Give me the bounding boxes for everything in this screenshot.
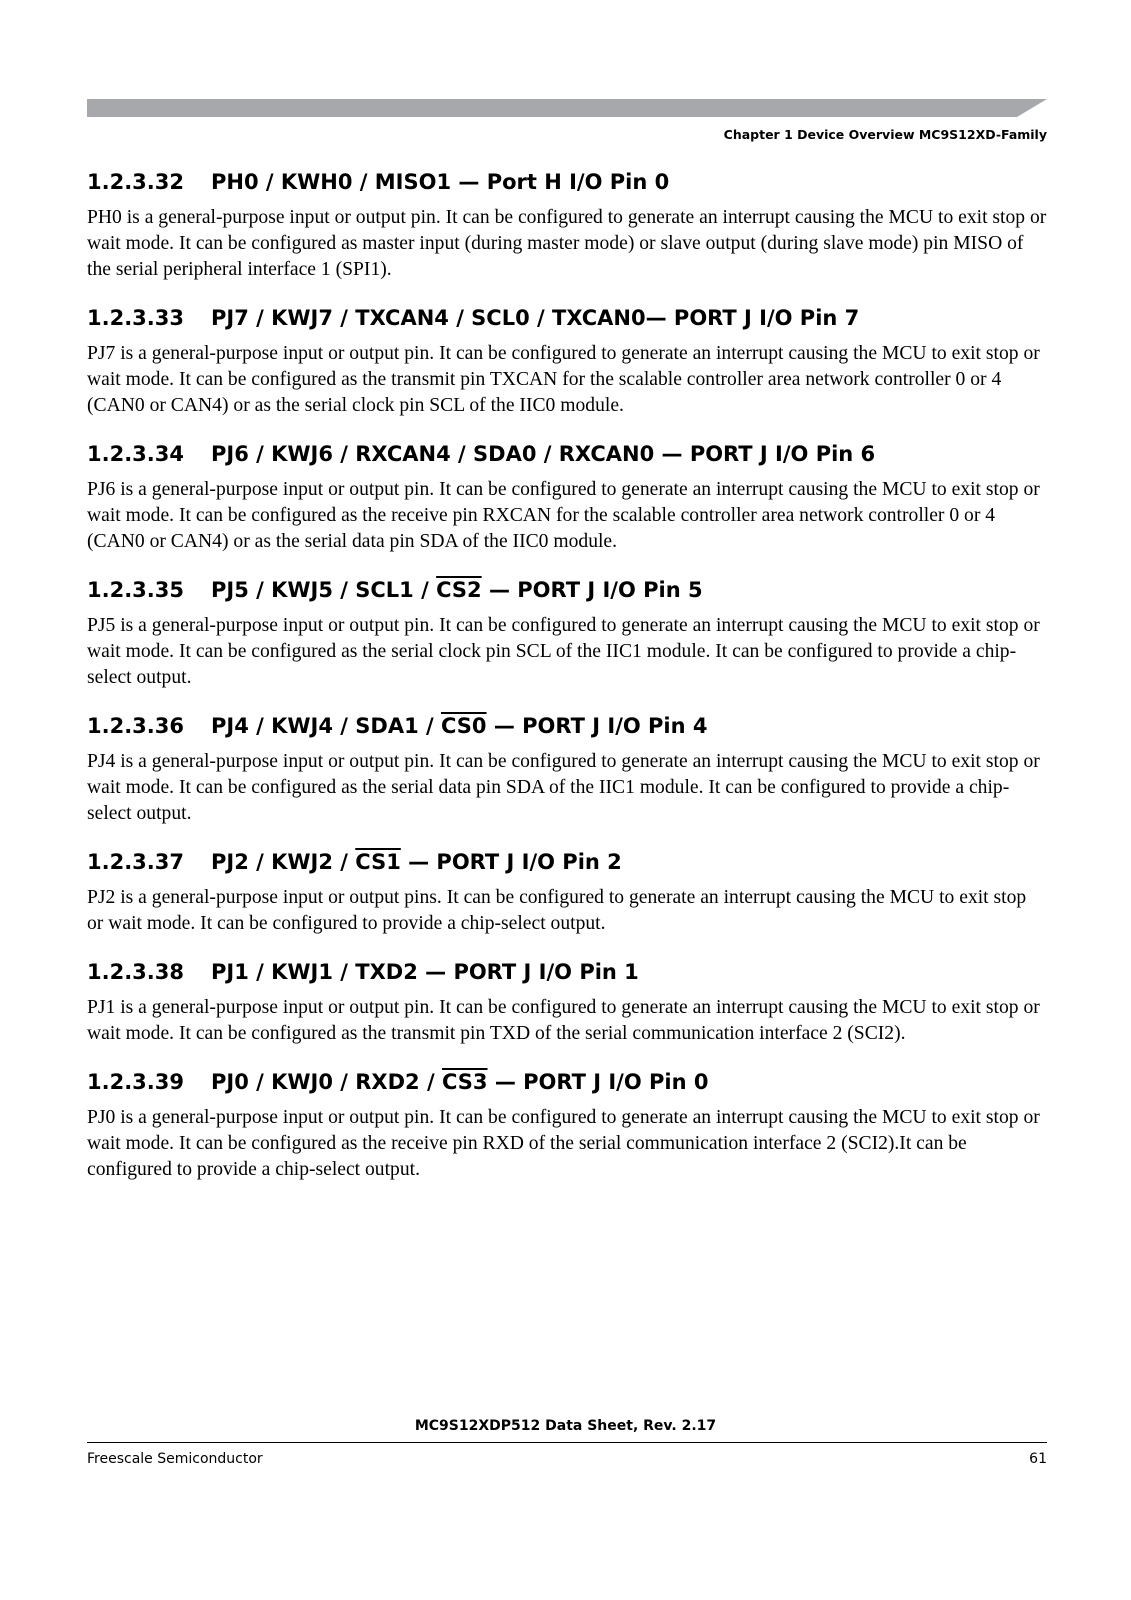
section-heading [87,575,1047,605]
section-title: PH0 / KWH0 / MISO1 — Port H I/O Pin 0 [211,170,670,194]
footer-page-number: 61 [1029,1451,1047,1467]
section-title-suffix: — PORT J I/O Pin 0 [487,1070,709,1094]
footer-divider [87,1442,1047,1443]
section-title-suffix: — PORT J I/O Pin 4 [486,714,708,738]
section [87,1067,1047,1183]
section-title: PJ2 / KWJ2 / [211,850,356,874]
section-number: 1.2.3.32 [87,170,184,194]
section-title-suffix: — PORT J I/O Pin 5 [481,578,703,602]
chapter-header: Chapter 1 Device Overview MC9S12XD-Family [723,127,1047,142]
section-heading [87,167,1047,197]
section-body: PJ5 is a general-purpose input or output pin. It can be configured to generate an interrupt causing the MCU to exit stop or wait mode. It can be configured as the serial clock pin SCL of the IIC1 module. It can be configured to provide a chip-select output. [87,615,1040,688]
section-title: PJ1 / KWJ1 / TXD2 — PORT J I/O Pin 1 [211,960,639,984]
section-body: PH0 is a general-purpose input or output pin. It can be configured to generate an interrupt causing the MCU to exit stop or wait mode. It can be configured as master input (during master mode) or slave output (during slave mode) pin MISO of the serial peripheral interface 1 (SPI1). [87,207,1047,280]
section-heading [87,847,1047,877]
chip-select-signal: CS2 [436,578,482,602]
section-number: 1.2.3.39 [87,1070,184,1094]
section-heading [87,1067,1047,1097]
chip-select-signal: CS0 [440,714,487,738]
section-body: PJ0 is a general-purpose input or output pin. It can be configured to generate an interrupt causing the MCU to exit stop or wait mode. It can be configured as the receive pin RXD of the serial communication interface 2 (SCI2).It can be configured to provide a chip-select output. [87,1107,1040,1180]
section-title: PJ4 / KWJ4 / SDA1 / [211,714,441,738]
section [87,711,1047,827]
section-title: PJ0 / KWJ0 / RXD2 / [211,1070,442,1094]
section-number: 1.2.3.38 [87,960,184,984]
footer-document-title: MC9S12XDP512 Data Sheet, Rev. 2.17 [414,1418,717,1434]
section-number: 1.2.3.37 [87,850,184,874]
section-heading [87,439,1047,469]
section-body: PJ4 is a general-purpose input or output pin. It can be configured to generate an interrupt causing the MCU to exit stop or wait mode. It can be configured as the serial data pin SDA of the IIC1 module. It can be configured to provide a chip-select output. [87,751,1040,824]
section-heading [87,957,1047,987]
section-title: PJ5 / KWJ5 / SCL1 / [211,578,437,602]
section [87,167,1047,283]
section-title: PJ6 / KWJ6 / RXCAN4 / SDA0 / RXCAN0 — PORT J I/O Pin 6 [211,442,876,466]
chip-select-signal: CS3 [441,1070,488,1094]
section-body: PJ1 is a general-purpose input or output pin. It can be configured to generate an interrupt causing the MCU to exit stop or wait mode. It can be configured as the transmit pin TXD of the serial communication interface 2 (SCI2). [87,997,1040,1044]
page-content [87,167,1047,1203]
chip-select-signal: CS1 [355,850,401,874]
footer-company: Freescale Semiconductor [87,1451,263,1467]
section [87,439,1047,555]
section-title: PJ7 / KWJ7 / TXCAN4 / SCL0 / TXCAN0— PORT J I/O Pin 7 [211,306,860,330]
section-body: PJ2 is a general-purpose input or output pins. It can be configured to generate an interrupt causing the MCU to exit stop or wait mode. It can be configured to provide a chip-select output. [87,887,1027,934]
section-number: 1.2.3.34 [87,442,184,466]
section-body: PJ6 is a general-purpose input or output pin. It can be configured to generate an interrupt causing the MCU to exit stop or wait mode. It can be configured as the receive pin RXCAN for the scalable controller area network controller 0 or 4 (CAN0 or CAN4) or as the serial data pin SDA of the IIC0 module. [87,479,1040,552]
section-body: PJ7 is a general-purpose input or output pin. It can be configured to generate an interrupt causing the MCU to exit stop or wait mode. It can be configured as the transmit pin TXCAN for the scalable controller area network controller 0 or 4 (CAN0 or CAN4) or as the serial clock pin SCL of the IIC0 module. [87,343,1040,416]
section-number: 1.2.3.33 [87,306,184,330]
section-heading [87,711,1047,741]
section [87,575,1047,691]
section-number: 1.2.3.35 [87,578,184,602]
section [87,847,1047,937]
section-heading [87,303,1047,333]
section-title-suffix: — PORT J I/O Pin 2 [400,850,622,874]
section-number: 1.2.3.36 [87,714,184,738]
section [87,303,1047,419]
section [87,957,1047,1047]
header-bar [87,99,1047,117]
